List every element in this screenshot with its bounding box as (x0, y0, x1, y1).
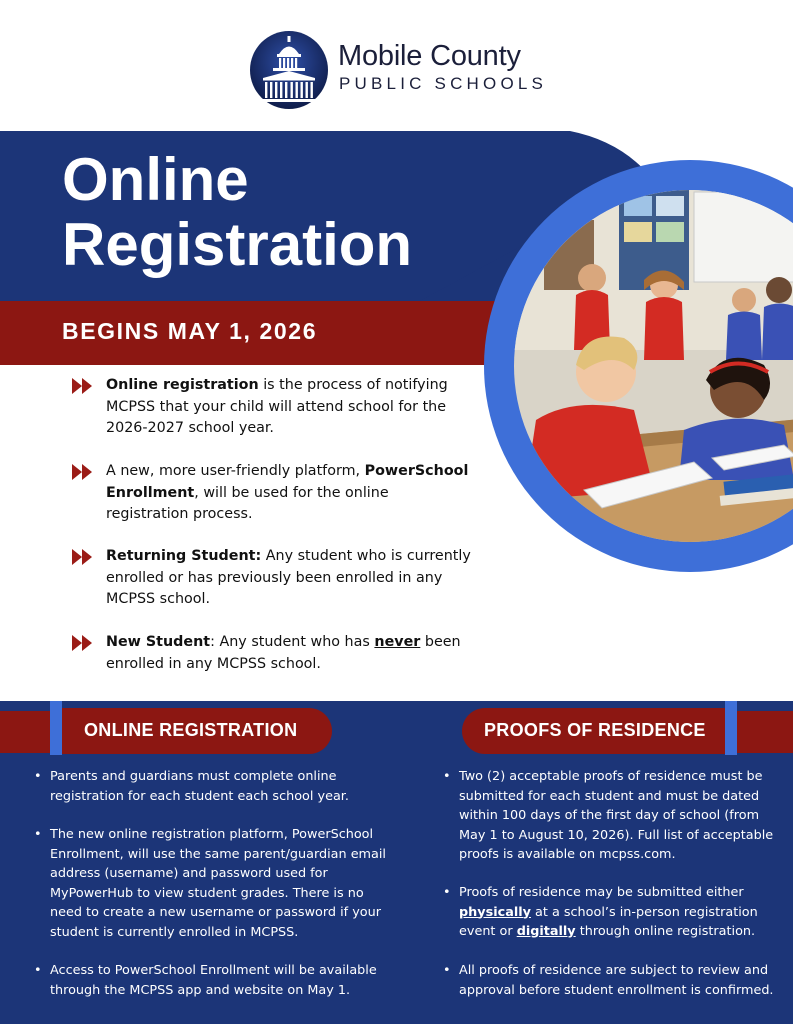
intro-text: , will be used for the online registration process. (106, 484, 389, 522)
intro-bold: Online registration (106, 377, 259, 393)
intro-item-powerschool (72, 461, 472, 526)
intro-underline: never (374, 634, 421, 650)
bullet-icon: • (34, 827, 42, 842)
begins-date: BEGINS MAY 1, 2026 (62, 318, 318, 344)
intro-text: been enrolled in any MCPSS school. (106, 634, 461, 672)
list-item-text: The new online registration platform, PowerSchool Enrollment, will use the same parent/guardian email address (username) and password used for MyPowerHub to view student grades. There is no need to create a new username or password if your student is currently enrolled in MCPSS. (50, 827, 386, 940)
bullet-icon: • (443, 963, 451, 978)
intro-text: Any student who is currently enrolled or has previously been enrolled in any MCPSS school. (106, 548, 471, 607)
intro-bold: PowerSchool Enrollment (106, 463, 469, 501)
intro-item-returning-student (72, 546, 472, 611)
list-item-text: Parents and guardians must complete online registration for each student each school year. (50, 769, 349, 804)
list-item (34, 961, 390, 1000)
bullet-icon: • (34, 769, 42, 784)
right-heading-strip (736, 711, 793, 753)
left-accent-bar (50, 701, 62, 755)
double-chevron-right-icon (72, 635, 96, 651)
list-item-text: Proofs of residence may be submitted either (459, 885, 744, 900)
double-chevron-right-icon (72, 464, 96, 480)
bullet-icon: • (443, 769, 451, 784)
list-item (443, 883, 777, 942)
list-item (34, 767, 390, 806)
org-name: Mobile County (338, 40, 521, 72)
online-registration-heading: ONLINE REGISTRATION (84, 720, 298, 740)
classroom-photo (484, 160, 793, 572)
intro-text: : Any student who has (210, 634, 375, 650)
list-item-text: All proofs of residence are subject to review and approval before student enrollment is confirmed. (459, 963, 774, 998)
double-chevron-right-icon (72, 549, 96, 565)
page-title-line2: Registration (62, 211, 413, 278)
org-subtitle: PUBLIC SCHOOLS (339, 74, 548, 93)
intro-text: is the process of notifying MCPSS that your child will attend school for the 2026-2027 school year. (106, 377, 448, 436)
proofs-of-residence-heading: PROOFS OF RESIDENCE (484, 720, 706, 740)
list-item (34, 825, 390, 942)
list-item-text: through online registration. (575, 924, 756, 939)
list-item (443, 961, 777, 1000)
underlined-word: digitally (516, 924, 576, 939)
intro-item-new-student (72, 632, 472, 675)
underlined-word: physically (459, 904, 531, 920)
double-chevron-right-icon (72, 378, 96, 394)
right-accent-bar (725, 701, 737, 755)
intro-text: A new, more user-friendly platform, (106, 463, 365, 479)
intro-item-online-registration (72, 375, 472, 440)
intro-bold: New Student (106, 634, 211, 650)
bullet-icon: • (34, 963, 42, 978)
list-item-text: Access to PowerSchool Enrollment will be available through the MCPSS app and website on May 1. (50, 963, 377, 998)
bullet-icon: • (443, 885, 451, 900)
page-title-line1: Online (62, 146, 249, 213)
list-item (443, 767, 777, 865)
capitol-dome-logo-icon (249, 30, 329, 110)
intro-bold: Returning Student: (106, 548, 262, 564)
list-item-text: at a school’s in-person registration event or (459, 904, 758, 939)
list-item-text: Two (2) acceptable proofs of residence must be submitted for each student and must be dated within 100 days of the first day of school (from May 1 to August 10, 2026). Full list of acceptable proofs is available on mcpss.com. (459, 769, 774, 862)
